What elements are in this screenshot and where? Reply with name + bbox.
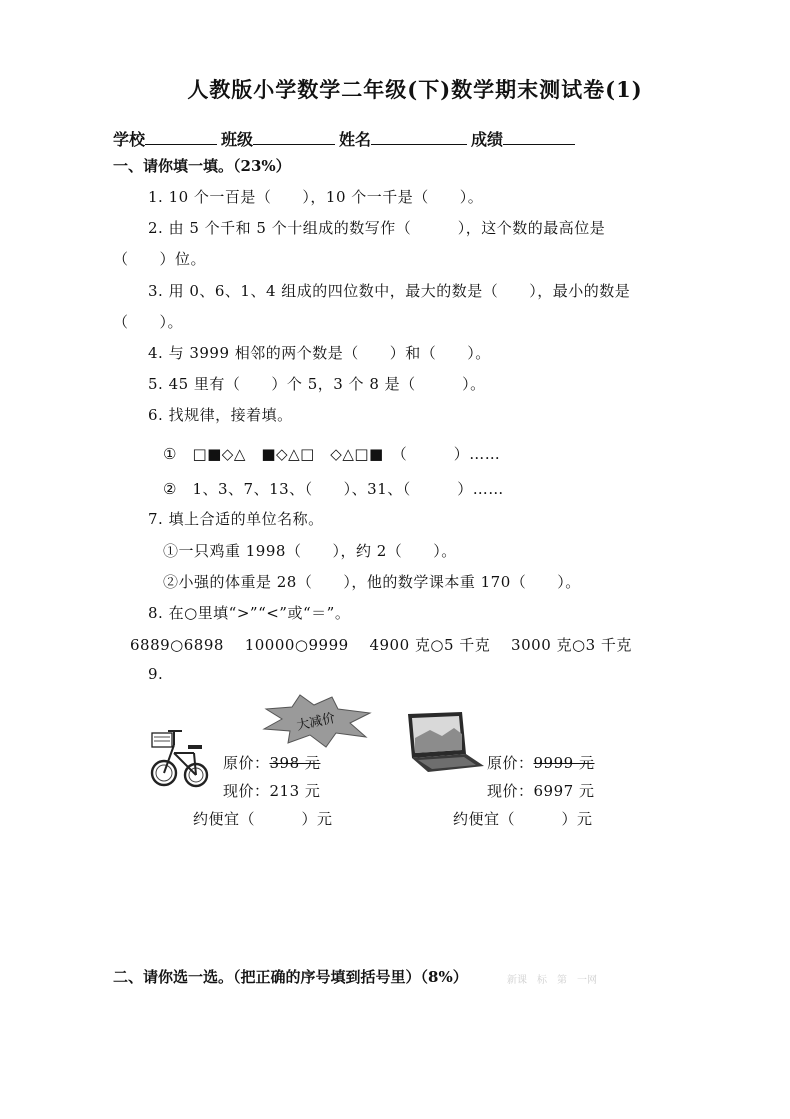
question-3-line2: （ ）。: [113, 313, 184, 331]
sale-burst: [262, 693, 374, 753]
question-7b: ②小强的体重是 28（ ），他的数学课本重 170（ ）。: [163, 573, 581, 591]
question-2-line2: （ ）位。: [113, 250, 207, 268]
class-blank[interactable]: [253, 128, 335, 145]
question-6: 6. 找规律，接着填。: [148, 406, 293, 424]
laptop-current-price: [487, 780, 594, 801]
score-label: 成绩: [471, 130, 504, 149]
bike-current-price: [223, 780, 320, 801]
laptop-original-value: 9999 元: [533, 754, 595, 772]
question-8: 8. 在○里填“>”“<”或“＝”。: [148, 604, 351, 622]
question-7a: ①一只鸡重 1998（ ），约 2（ ）。: [163, 542, 457, 560]
student-info-line: [113, 127, 579, 150]
laptop-image: [404, 710, 486, 782]
bike-current-label: 现价：: [223, 782, 270, 800]
question-8-items: 6889○6898 10000○9999 4900 克○5 千克 3000 克○3 千克: [130, 636, 632, 654]
school-label: 学校: [113, 130, 146, 149]
question-2-line1: 2. 由 5 个千和 5 个十组成的数写作（ ），这个数的最高位是: [148, 219, 606, 237]
bike-current-value: 213 元: [269, 782, 321, 800]
question-9: 9.: [148, 665, 164, 683]
question-7: 7. 填上合适的单位名称。: [148, 510, 324, 528]
laptop-current-value: 6997 元: [533, 782, 595, 800]
bicycle-icon: [150, 725, 212, 789]
name-blank[interactable]: [371, 128, 467, 145]
laptop-discount-question: 约便宜（ ）元: [453, 810, 593, 828]
section2-heading: 二、请你选一选。（把正确的序号填到括号里）（8%）: [113, 968, 468, 986]
score-blank[interactable]: [503, 128, 575, 145]
bike-original-label: 原价：: [223, 754, 270, 772]
laptop-icon: [404, 710, 486, 778]
section1-heading: 一、请你填一填。（23%）: [113, 157, 291, 175]
question-5: 5. 45 里有（ ）个 5，3 个 8 是（ ）。: [148, 375, 486, 393]
laptop-current-label: 现价：: [487, 782, 534, 800]
question-6-row2: ② 1、3、7、13、（ ）、31、（ ）……: [163, 480, 504, 498]
question-1: 1. 10 个一百是（ ），10 个一千是（ ）。: [148, 188, 484, 206]
page-title: 人教版小学数学二年级(下)数学期末测试卷(1): [187, 77, 643, 102]
laptop-original-price: [487, 752, 594, 773]
bicycle-image: [150, 725, 212, 793]
question-6-row1: ① □■◇△ ■◇△□ ◇△□■ （ ）……: [163, 445, 501, 463]
laptop-original-label: 原价：: [487, 754, 534, 772]
name-label: 姓名: [339, 130, 372, 149]
question-3-line1: 3. 用 0、6、1、4 组成的四位数中，最大的数是（ ），最小的数是: [148, 282, 631, 300]
bike-discount-question: 约便宜（ ）元: [193, 810, 333, 828]
faint-watermark-note: 新课 标 第 一网: [507, 975, 597, 986]
school-blank[interactable]: [145, 128, 217, 145]
class-label: 班级: [221, 130, 254, 149]
sale-banner-text: 大减价: [295, 711, 337, 734]
bike-original-value: 398 元: [269, 754, 321, 772]
bike-original-price: [223, 752, 320, 773]
question-4: 4. 与 3999 相邻的两个数是（ ）和（ ）。: [148, 344, 491, 362]
